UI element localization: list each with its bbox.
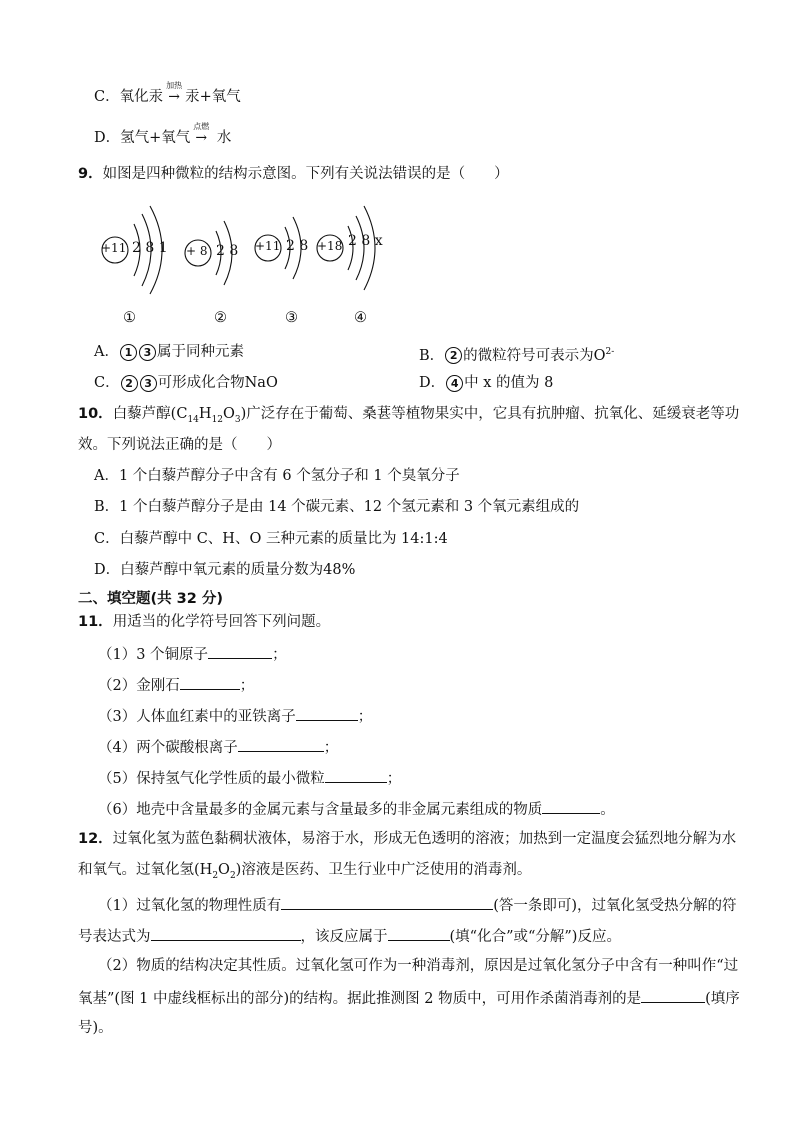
atom-label-3: ③	[285, 310, 298, 326]
answer-blank[interactable]	[296, 706, 358, 721]
answer-blank[interactable]	[281, 895, 493, 910]
shell-numbers-4: 2 8 x	[348, 233, 383, 249]
nucleus-charge-4: +18	[317, 239, 343, 253]
q11-item-1: （1）3 个铜原子 ；	[98, 644, 287, 664]
q10-stem-line1: 10．白藜芦醇$(C_{14}H_{12}O_3)$广泛存在于葡萄、桑葚等植物果实中，它具有抗肿瘤、抗氧化、延缓衰老等功	[78, 406, 740, 425]
q9-option-b: B． 2 的微粒符号可表示为$O^{2-}$	[419, 347, 615, 364]
q8-option-c: C．氧化汞 加热 → 汞+氧气	[94, 81, 241, 105]
q11-item-3: （3）人体血红素中的亚铁离子 ；	[98, 706, 372, 726]
q9-stem: 9．如图是四种微粒的结构示意图。下列有关说法错误的是（ ）	[78, 166, 509, 182]
q10-option-d: D．白藜芦醇中氧元素的质量分数为48%	[94, 562, 356, 578]
answer-blank[interactable]	[180, 675, 240, 690]
q12-stem-line1: 12．过氧化氢为蓝色黏稠状液体，易溶于水，形成无色透明的溶液；加热到一定温度会猛烈地分解为水	[78, 831, 737, 847]
atom-label-4: ④	[354, 310, 367, 326]
q11-stem: 11．用适当的化学符号回答下列问题。	[78, 614, 331, 630]
nucleus-charge-3: +11	[255, 239, 281, 253]
shell-numbers-3: 2 8	[286, 238, 309, 254]
q12-part1-line1: （1）过氧化氢的物理性质有 (答一条即可)，过氧化氢受热分解的符	[98, 895, 737, 915]
q12-part2-line3: 号)。	[78, 1020, 113, 1036]
reaction-arrow-icon: 点燃 →	[193, 122, 210, 146]
atomic-structure-diagram	[98, 200, 398, 300]
shell-numbers-1: 2 8 1	[132, 240, 168, 256]
q10-option-b: B．1 个白藜芦醇分子是由 14 个碳元素、12 个氢元素和 3 个氧元素组成的	[94, 499, 580, 515]
answer-blank[interactable]	[641, 988, 705, 1003]
q10-option-a: A．1 个白藜芦醇分子中含有 6 个氢分子和 1 个臭氧分子	[94, 468, 460, 484]
answer-blank[interactable]	[542, 799, 600, 814]
nucleus-charge-2: + 8	[186, 244, 208, 258]
q10-stem-line2: 效。下列说法正确的是（ ）	[78, 437, 281, 453]
q9-option-c: C． 2 3 可形成化合物NaO	[94, 375, 278, 391]
q12-stem-line2: 和氧气。过氧化氢$(H_2O_2)$溶液是医药、卫生行业中广泛使用的消毒剂。	[78, 862, 532, 881]
q8-option-d: D．氢气+氧气 点燃 → 水	[94, 122, 232, 146]
answer-blank[interactable]	[208, 644, 272, 659]
atom-label-2: ②	[214, 310, 227, 326]
answer-blank[interactable]	[388, 926, 450, 941]
answer-blank[interactable]	[151, 926, 301, 941]
reaction-arrow-icon: 加热 →	[166, 81, 183, 105]
q9-option-d: D． 4 中 x 的值为 8	[419, 375, 554, 391]
q11-item-4: （4）两个碳酸根离子 ；	[98, 737, 338, 757]
shell-numbers-2: 2 8	[216, 243, 239, 259]
nucleus-charge-1: +11	[101, 241, 127, 255]
q12-part1-line2: 号表达式为 ，该反应属于 (填“化合”或“分解”)反应。	[78, 926, 621, 946]
answer-blank[interactable]	[238, 737, 324, 752]
q11-item-5: （5）保持氢气化学性质的最小微粒 ；	[98, 768, 401, 788]
q10-option-c: C．白藜芦醇中 C、H、O 三种元素的质量比为 14:1:4	[94, 531, 448, 547]
q11-item-2: （2）金刚石 ；	[98, 675, 254, 695]
atom-label-1: ①	[123, 310, 136, 326]
q12-part2-line1: （2）物质的结构决定其性质。过氧化氢可作为一种消毒剂，原因是过氧化氢分子中含有一种叫作“过	[98, 958, 739, 974]
section-heading: 二、填空题(共 32 分)	[78, 591, 224, 607]
q9-option-a: A． 1 3 属于同种元素	[94, 344, 244, 360]
q12-part2-line2: 氧基”(图 1 中虚线框标出的部分)的结构。据此推测图 2 物质中，可用作杀菌消毒剂的是 (填序	[78, 988, 740, 1008]
q11-item-6: （6）地壳中含量最多的金属元素与含量最多的非金属元素组成的物质 。	[98, 799, 615, 819]
answer-blank[interactable]	[325, 768, 387, 783]
